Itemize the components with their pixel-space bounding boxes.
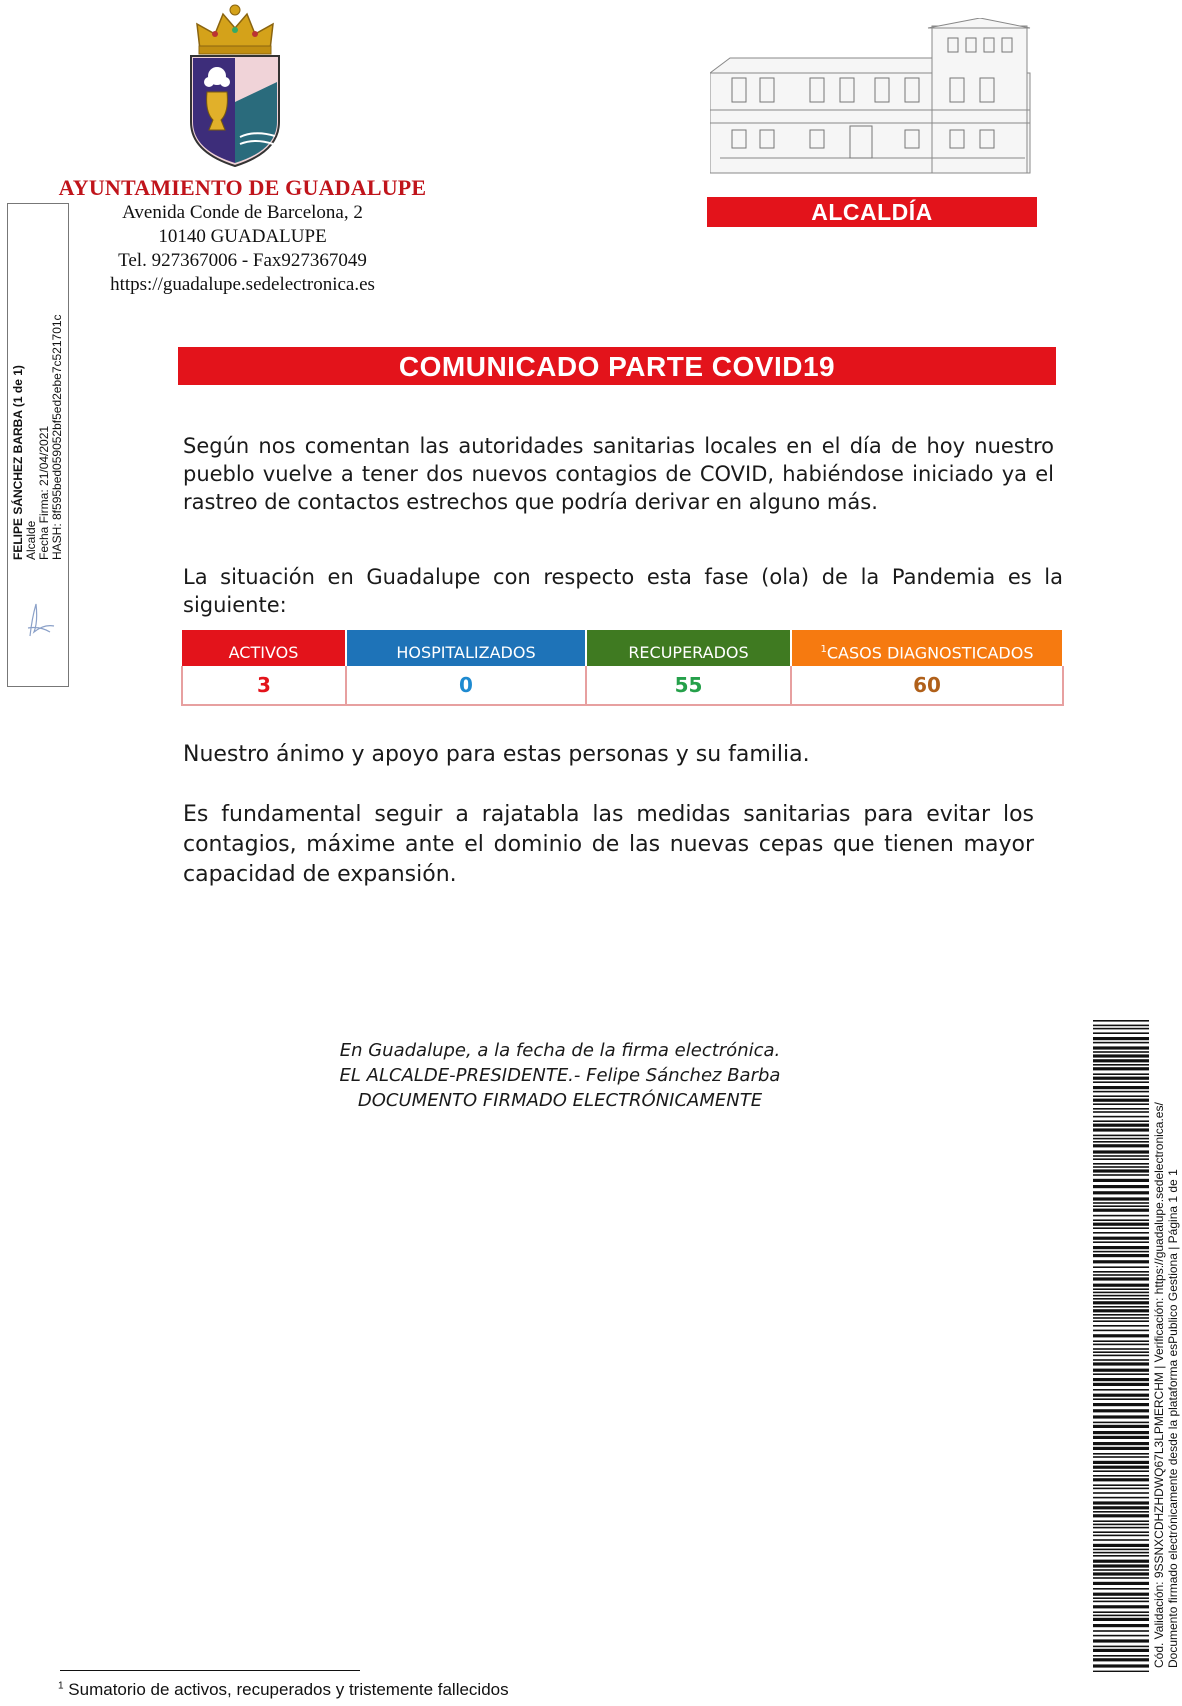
barcode-bar <box>1093 1020 1149 1022</box>
footnote-number: 1 <box>58 1680 64 1692</box>
barcode-bar <box>1093 1095 1149 1097</box>
barcode-bar <box>1093 1649 1149 1652</box>
barcode-bar <box>1093 1549 1149 1551</box>
barcode-bar <box>1093 1091 1149 1093</box>
situation-paragraph: La situación en Guadalupe con respecto esta fase (ola) de la Pandemia es la siguiente: <box>183 565 1063 617</box>
barcode-bar <box>1093 1166 1149 1168</box>
barcode-bar <box>1093 1535 1149 1537</box>
barcode-bar <box>1093 1671 1149 1672</box>
barcode-bar <box>1093 1128 1149 1131</box>
barcode-bar <box>1093 1646 1149 1648</box>
barcode-bar <box>1093 1051 1149 1053</box>
barcode-bar <box>1093 1611 1149 1613</box>
barcode-bar <box>1093 1197 1149 1200</box>
barcode-bar <box>1093 1355 1149 1357</box>
barcode-bar <box>1093 1422 1149 1424</box>
barcode-bar <box>1093 1138 1149 1140</box>
document-title: COMUNICADO PARTE COVID19 <box>178 347 1056 385</box>
barcode-bar <box>1093 1301 1149 1304</box>
barcode-bar <box>1093 1394 1149 1397</box>
barcode-bar <box>1093 1409 1149 1412</box>
barcode-bar <box>1093 1447 1149 1450</box>
barcode-bar <box>1093 1514 1149 1517</box>
barcode-bar <box>1093 1320 1149 1322</box>
header-hospitalizados: HOSPITALIZADOS <box>346 630 586 666</box>
barcode-bar <box>1093 1135 1149 1137</box>
barcode-bar <box>1093 1237 1149 1240</box>
barcode-bar <box>1093 1597 1149 1599</box>
barcode-bar <box>1093 1378 1149 1381</box>
barcode-bar <box>1093 1111 1149 1113</box>
barcode-bar <box>1093 1555 1149 1557</box>
barcode-bar <box>1093 1306 1149 1308</box>
barcode-bar <box>1093 1630 1149 1632</box>
barcode-bar <box>1093 1544 1149 1547</box>
barcode-bar <box>1093 1064 1149 1066</box>
barcode-bar <box>1093 1205 1149 1207</box>
letterhead <box>40 175 445 297</box>
barcode-bar <box>1093 1373 1149 1375</box>
barcode-bar <box>1093 1425 1149 1428</box>
organization-name: AYUNTAMIENTO DE GUADALUPE <box>58 175 427 200</box>
barcode-bar <box>1093 1086 1149 1089</box>
value-casos-diagnosticados: 60 <box>791 666 1063 705</box>
barcode-bar <box>1093 1032 1149 1034</box>
barcode-bar <box>1093 1362 1149 1365</box>
header-recuperados: RECUPERADOS <box>586 630 791 666</box>
barcode-bar <box>1093 1383 1149 1386</box>
verification-code-line: Cód. Validación: 9SSNXCDHZHDWQ67L3LPMERCHM | Verificación: https://guadalupe.sedelectronica.es/ <box>1152 1102 1166 1668</box>
barcode-bar <box>1093 1028 1149 1030</box>
barcode-bar <box>1093 1046 1149 1049</box>
barcode-bar <box>1093 1344 1149 1346</box>
barcode-bar <box>1093 1624 1149 1627</box>
barcode-bar <box>1093 1317 1149 1319</box>
barcode-bar <box>1093 1266 1149 1268</box>
barcode-bar <box>1093 1527 1149 1529</box>
barcode-bar <box>1093 1274 1149 1276</box>
barcode-bar <box>1093 1037 1149 1040</box>
barcode-bar <box>1093 1658 1149 1661</box>
verification-text <box>1152 1008 1182 1668</box>
signature-date: Fecha Firma: 21/04/2021 <box>37 425 51 560</box>
intro-paragraph: Según nos comentan las autoridades sanitarias locales en el día de hoy nuestro pueblo vuelve a tener dos nuevos contagios de COVID, habiéndose iniciado ya el rastreo de contactos estrechos que podría derivar en alguno más. <box>183 434 1054 514</box>
support-paragraph: Nuestro ánimo y apoyo para estas personas y su familia. <box>183 742 810 767</box>
barcode-bar <box>1093 1059 1149 1062</box>
barcode-bar <box>1093 1174 1149 1176</box>
barcode-bar <box>1093 1277 1149 1280</box>
barcode-bar <box>1093 1601 1149 1603</box>
barcode-bar <box>1093 1169 1149 1172</box>
barcode-bar <box>1093 1664 1149 1667</box>
barcode-bar <box>1093 1191 1149 1194</box>
barcode-bar <box>1093 1295 1149 1297</box>
footnote-text: Sumatorio de activos, recuperados y tristemente fallecidos <box>68 1680 509 1699</box>
barcode-bar <box>1093 1492 1149 1494</box>
barcode-bar <box>1093 1108 1149 1110</box>
barcode-bar <box>1093 1453 1149 1455</box>
barcode-bar <box>1093 1577 1149 1579</box>
barcode-bar <box>1093 1150 1149 1153</box>
phone-fax-line: Tel. 927367006 - Fax927367049 <box>118 250 367 271</box>
barcode-bar <box>1093 1398 1149 1400</box>
barcode-bar <box>1093 1524 1149 1526</box>
barcode-bar <box>1093 1415 1149 1418</box>
barcode-bar <box>1093 1241 1149 1243</box>
barcode-bar <box>1093 1025 1149 1027</box>
footnote-marker: 1 <box>820 643 827 655</box>
barcode-bar <box>1093 1560 1149 1563</box>
barcode-bar <box>1093 1073 1149 1075</box>
barcode-bar <box>1093 1389 1149 1391</box>
barcode-bar <box>1093 1520 1149 1522</box>
barcode-bar <box>1093 1403 1149 1406</box>
barcode-bar <box>1093 1655 1149 1657</box>
handwritten-signature-mark <box>20 598 58 640</box>
coat-of-arms-logo <box>185 2 285 172</box>
barcode-bar <box>1093 1351 1149 1353</box>
town-hall-building-drawing <box>710 18 1035 178</box>
signer-role: Alcalde <box>24 520 38 560</box>
barcode-bar <box>1093 1552 1149 1554</box>
closing-signer-line: EL ALCALDE-PRESIDENTE.- Felipe Sánchez Barba <box>339 1065 781 1086</box>
barcode-bar <box>1093 1309 1149 1312</box>
header-casos-diagnosticados: $^1$CASOS DIAGNOSTICADOS <box>791 630 1063 666</box>
barcode-bar <box>1093 1223 1149 1226</box>
barcode-bar <box>1093 1348 1149 1350</box>
barcode-bar <box>1093 1254 1149 1257</box>
barcode-bar <box>1093 1466 1149 1469</box>
barcode-bar <box>1093 1564 1149 1567</box>
barcode-bar <box>1093 1120 1149 1122</box>
barcode-bar <box>1093 1334 1149 1337</box>
signature-strip-text <box>12 140 66 560</box>
barcode-bar <box>1093 1431 1149 1434</box>
barcode-bar <box>1093 1054 1149 1057</box>
barcode-bar <box>1093 1158 1149 1160</box>
barcode-bar <box>1093 1470 1149 1472</box>
barcode-bar <box>1093 1436 1149 1439</box>
signature-hash: HASH: 8f595bed059052bf5ed2ebe7c521701c <box>50 314 64 560</box>
barcode-bar <box>1093 1325 1149 1327</box>
barcode-bar <box>1093 1067 1149 1070</box>
barcode-bar <box>1093 1484 1149 1486</box>
barcode-bar <box>1093 1582 1149 1585</box>
barcode-bar <box>1093 1284 1149 1287</box>
barcode-bar <box>1093 1292 1149 1294</box>
barcode-bar <box>1093 1593 1149 1596</box>
barcode-bar <box>1093 1042 1149 1044</box>
signer-name: FELIPE SÁNCHEZ BARBA (1 de 1) <box>11 365 25 560</box>
address-line: Avenida Conde de Barcelona, 2 <box>122 202 363 223</box>
verification-platform-line: Documento firmado electrónicamente desde la plataforma esPublico Gestiona | Página 1 de 1 <box>1166 1169 1180 1668</box>
barcode-bar <box>1093 1569 1149 1571</box>
barcode-bar <box>1093 1219 1149 1221</box>
barcode-bar <box>1093 1124 1149 1127</box>
footnote <box>58 1680 509 1700</box>
barcode-bar <box>1093 1298 1149 1300</box>
verification-barcode <box>1093 1020 1149 1672</box>
barcode-bar <box>1093 1615 1149 1617</box>
barcode-bar <box>1093 1260 1149 1263</box>
barcode-bar <box>1093 1456 1149 1458</box>
header-activos: ACTIVOS <box>182 630 346 666</box>
barcode-bar <box>1093 1330 1149 1332</box>
barcode-bar <box>1093 1497 1149 1499</box>
barcode-bar <box>1093 1163 1149 1165</box>
barcode-bar <box>1093 1215 1149 1217</box>
barcode-bar <box>1093 1227 1149 1229</box>
barcode-bar <box>1093 1232 1149 1234</box>
barcode-bar <box>1093 1271 1149 1273</box>
value-recuperados: 55 <box>586 666 791 705</box>
barcode-bar <box>1093 1340 1149 1342</box>
barcode-bar <box>1093 1359 1149 1361</box>
stats-value-row <box>182 666 1063 705</box>
barcode-bar <box>1093 1144 1149 1147</box>
barcode-bar <box>1093 1099 1149 1102</box>
barcode-bar <box>1093 1116 1149 1118</box>
barcode-bar <box>1093 1288 1149 1290</box>
barcode-bar <box>1093 1185 1149 1188</box>
barcode-bar <box>1093 1572 1149 1575</box>
value-activos: 3 <box>182 666 346 705</box>
barcode-bar <box>1093 1442 1149 1445</box>
barcode-bar <box>1093 1588 1149 1590</box>
barcode-bar <box>1093 1081 1149 1083</box>
closing-signed-line: DOCUMENTO FIRMADO ELECTRÓNICAMENTE <box>357 1090 763 1111</box>
barcode-bar <box>1093 1506 1149 1509</box>
closing-date-line: En Guadalupe, a la fecha de la firma electrónica. <box>339 1040 781 1061</box>
barcode-bar <box>1093 1246 1149 1249</box>
barcode-bar <box>1093 1639 1149 1642</box>
barcode-bar <box>1093 1314 1149 1316</box>
city-line: 10140 GUADALUPE <box>158 226 327 247</box>
barcode-bar <box>1093 1077 1149 1080</box>
website-line: https://guadalupe.sedelectronica.es <box>110 274 375 295</box>
barcode-bar <box>1093 1141 1149 1143</box>
barcode-bar <box>1093 1605 1149 1608</box>
barcode-bar <box>1093 1369 1149 1372</box>
barcode-bar <box>1093 1531 1149 1533</box>
barcode-bar <box>1093 1501 1149 1504</box>
barcode-bar <box>1093 1103 1149 1105</box>
department-banner: ALCALDÍA <box>707 197 1037 227</box>
measures-paragraph: Es fundamental seguir a rajatabla las medidas sanitarias para evitar los contagios, máxime ante el dominio de las nuevas cepas que tienen mayor capacidad de expansión. <box>183 802 1034 887</box>
barcode-bar <box>1093 1488 1149 1490</box>
barcode-bar <box>1093 1635 1149 1637</box>
barcode-bar <box>1093 1179 1149 1182</box>
barcode-bar <box>1093 1209 1149 1212</box>
footnote-separator <box>60 1670 360 1671</box>
stats-header-row <box>182 630 1063 666</box>
barcode-bar <box>1093 1461 1149 1464</box>
barcode-bar <box>1093 1475 1149 1477</box>
closing-signature-block <box>300 1038 820 1113</box>
barcode-bar <box>1093 1618 1149 1621</box>
barcode-bar <box>1093 1511 1149 1513</box>
barcode-bar <box>1093 1251 1149 1253</box>
barcode-bar <box>1093 1155 1149 1157</box>
covid-stats-table <box>181 630 1064 706</box>
barcode-bar <box>1093 1202 1149 1204</box>
barcode-bar <box>1093 1539 1149 1541</box>
value-hospitalizados: 0 <box>346 666 586 705</box>
barcode-bar <box>1093 1478 1149 1481</box>
